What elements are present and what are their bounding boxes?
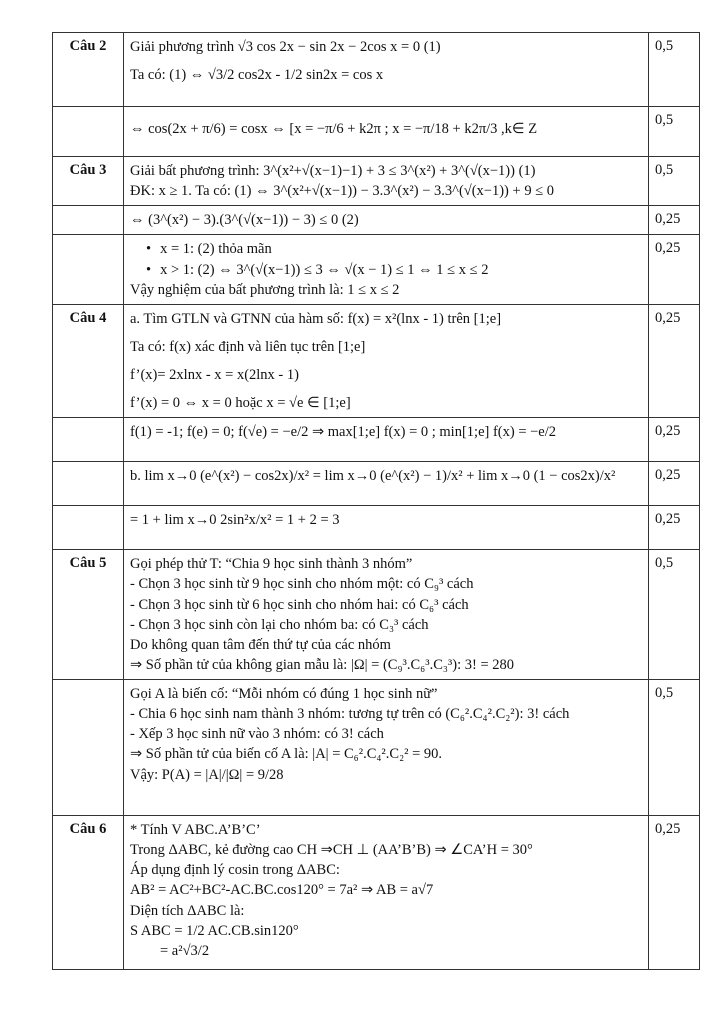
- score-cell: 0,25: [649, 418, 700, 462]
- score-cell: 0,25: [649, 816, 700, 970]
- solution-line: Do không quan tâm đến thứ tự của các nhóm: [130, 636, 391, 653]
- solution-line: - Chọn 3 học sinh từ 9 học sinh cho nhóm một: có C₉³ cách: [130, 576, 474, 593]
- solution-line: - Xếp 3 học sinh nữ vào 3 nhóm: có 3! cách: [130, 726, 384, 743]
- score-cell: 0,5: [649, 107, 700, 157]
- question-label: [53, 418, 124, 462]
- solution-line: - Chọn 3 học sinh còn lại cho nhóm ba: có C₃³ cách: [130, 616, 429, 633]
- solution-line: ⇔ (3^(x²) − 3).(3^(√(x−1)) − 3) ≤ 0 (2): [130, 212, 359, 229]
- score-cell: 0,25: [649, 462, 700, 506]
- solution-line: f’(x)= 2xlnx - x = x(2lnx - 1): [130, 367, 299, 383]
- table-row: [53, 206, 700, 235]
- table-row: [53, 33, 700, 107]
- table-row: [53, 418, 700, 462]
- solution-line: Ta có: f(x) xác định và liên tục trên [1;e]: [130, 338, 366, 355]
- solution-cell: [124, 304, 649, 418]
- table-row: [53, 550, 700, 680]
- question-label: [53, 680, 124, 816]
- bullet-item: • x = 1: (2) thỏa mãn: [130, 240, 642, 259]
- question-label: Câu 2: [53, 33, 124, 107]
- solution-line: Diện tích ΔABC là:: [130, 902, 245, 919]
- question-label: Câu 6: [53, 816, 124, 970]
- score-cell: 0,25: [649, 235, 700, 304]
- solution-line: - Chia 6 học sinh nam thành 3 nhóm: tương tự trên có (C₆².C₄².C₂²): 3! cách: [130, 706, 570, 723]
- solution-line: Giải bất phương trình: 3^(x²+√(x−1)−1) + 3 ≤ 3^(x²) + 3^(√(x−1)) (1): [130, 163, 536, 179]
- question-label: Câu 5: [53, 550, 124, 680]
- score-cell: 0,5: [649, 550, 700, 680]
- score-cell: 0,25: [649, 304, 700, 418]
- solution-cell: [124, 206, 649, 235]
- solution-line: Giải phương trình √3 cos 2x − sin 2x − 2cos x = 0 (1): [130, 39, 441, 55]
- table-row: [53, 816, 700, 970]
- question-label: Câu 4: [53, 304, 124, 418]
- solution-line: * Tính V ABC.A’B’C’: [130, 822, 261, 838]
- solution-line: ⇒ Số phần tử của biến cố A là: |A| = C₆².C₄².C₂² = 90.: [130, 746, 443, 763]
- solution-line: ⇔ cos(2x + π/6) = cosx ⇔ [x = −π/6 + k2π ; x = −π/18 + k2π/3 ,k∈ Z: [130, 121, 538, 137]
- solution-cell: [124, 550, 649, 680]
- solution-line: Vậy nghiệm của bất phương trình là: 1 ≤ x ≤ 2: [130, 281, 400, 298]
- table-row: [53, 107, 700, 157]
- solution-cell: [124, 418, 649, 462]
- solution-line: ⇒ Số phần tử của không gian mẫu là: |Ω| = (C₉³.C₆³.C₃³): 3! = 280: [130, 656, 515, 673]
- question-label: [53, 206, 124, 235]
- solution-line: = 1 + lim x→0 2sin²x/x² = 1 + 2 = 3: [130, 512, 340, 529]
- solution-line: b. lim x→0 (e^(x²) − cos2x)/x² = lim x→0 (e^(x²) − 1)/x² + lim x→0 (1 − cos2x)/x²: [130, 468, 616, 485]
- question-label: [53, 235, 124, 304]
- solution-line: f(1) = -1; f(e) = 0; f(√e) = −e/2 ⇒ max[1;e] f(x) = 0 ; min[1;e] f(x) = −e/2: [130, 424, 557, 441]
- score-cell: 0,5: [649, 680, 700, 816]
- table-row: [53, 462, 700, 506]
- question-label: [53, 107, 124, 157]
- score-cell: 0,5: [649, 157, 700, 206]
- solution-line: f’(x) = 0 ⇔ x = 0 hoặc x = √e ∈ [1;e]: [130, 395, 351, 412]
- solution-cell: [124, 235, 649, 304]
- table-row: [53, 157, 700, 206]
- solution-cell: [124, 157, 649, 206]
- solution-line: Gọi A là biến cố: “Mỗi nhóm có đúng 1 học sinh nữ”: [130, 686, 438, 702]
- table-row: [53, 506, 700, 550]
- question-label: [53, 462, 124, 506]
- question-label: [53, 506, 124, 550]
- solution-line: S ABC = 1/2 AC.CB.sin120°: [130, 922, 299, 939]
- solution-line: ĐK: x ≥ 1. Ta có: (1) ⇔ 3^(x²+√(x−1)) − 3.3^(x²) − 3.3^(√(x−1)) + 9 ≤ 0: [130, 183, 555, 200]
- score-cell: 0,25: [649, 506, 700, 550]
- solution-line: Vậy: P(A) = |A|/|Ω| = 9/28: [130, 766, 284, 783]
- solution-line: = a²√3/2: [160, 942, 210, 959]
- solution-line: Ta có: (1) ⇔ √3/2 cos2x - 1/2 sin2x = cos x: [130, 67, 384, 84]
- solution-line: Áp dụng định lý cosin trong ΔABC:: [130, 862, 340, 879]
- table-row: [53, 235, 700, 304]
- score-cell: 0,25: [649, 206, 700, 235]
- bullet-item: • x > 1: (2) ⇔ 3^(√(x−1)) ≤ 3 ⇔ √(x − 1) ≤ 1 ⇔ 1 ≤ x ≤ 2: [130, 261, 642, 280]
- solution-cell: [124, 506, 649, 550]
- solution-cell: [124, 107, 649, 157]
- table-row: [53, 304, 700, 418]
- solution-cell: [124, 816, 649, 970]
- solution-line: AB² = AC²+BC²-AC.BC.cos120° = 7a² ⇒ AB = a√7: [130, 882, 434, 899]
- solution-line: a. Tìm GTLN và GTNN của hàm số: f(x) = x²(lnx - 1) trên [1;e]: [130, 310, 502, 327]
- score-cell: 0,5: [649, 33, 700, 107]
- solution-cell: [124, 33, 649, 107]
- solution-line: Trong ΔABC, kẻ đường cao CH ⇒CH ⊥ (AA’B’B) ⇒ ∠CA’H = 30°: [130, 842, 533, 859]
- table-row: [53, 680, 700, 816]
- question-label: Câu 3: [53, 157, 124, 206]
- solution-cell: [124, 462, 649, 506]
- solution-line: Gọi phép thử T: “Chia 9 học sinh thành 3 nhóm”: [130, 556, 413, 573]
- answer-table: [52, 32, 700, 970]
- solution-line: - Chọn 3 học sinh từ 6 học sinh cho nhóm hai: có C₆³ cách: [130, 596, 469, 613]
- solution-cell: [124, 680, 649, 816]
